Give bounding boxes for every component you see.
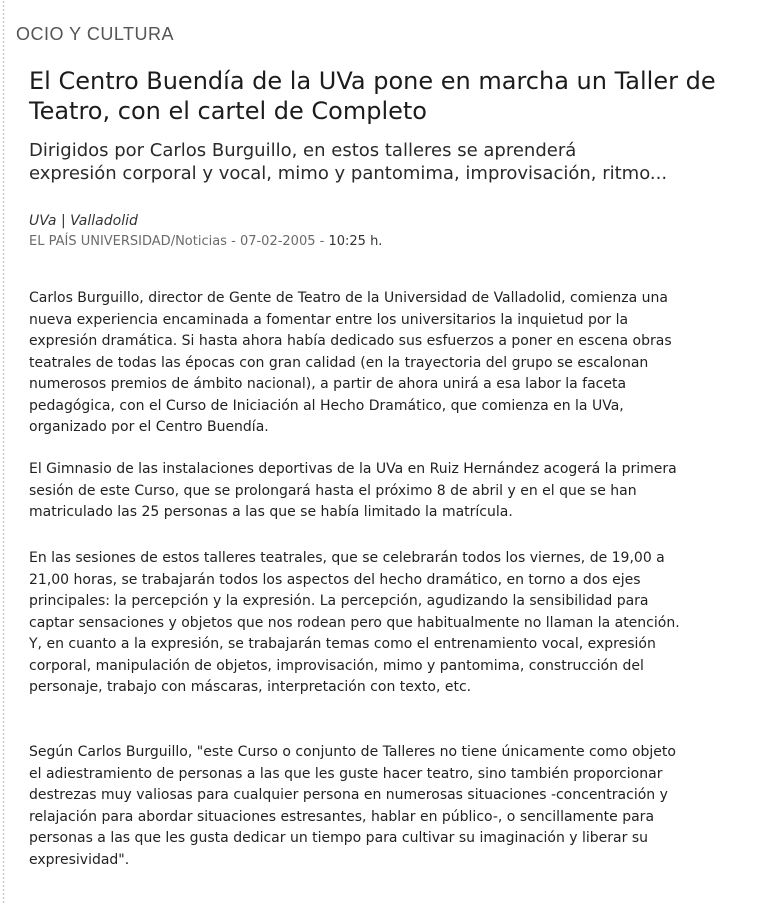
source-separator: - [319, 234, 329, 249]
source-separator: - [231, 234, 240, 249]
body-paragraph: Según Carlos Burguillo, "este Curso o conjunto de Talleres no tiene únicamente como objeto el adiestramiento de personas a las que les guste hacer teatro, sino también proporcionar destrezas muy valiosas para cualquier persona en numerosas situaciones -concentración y relajación para abordar situaciones estresantes, hablar en público-, o sencillamente para personas a las que les gusta dedicar un tiempo para cultivar su imaginación y liberar su expresividad". [29, 744, 676, 868]
source-date: 07-02-2005 [239, 234, 316, 249]
body-paragraph: Carlos Burguillo, director de Gente de Teatro de la Universidad de Valladolid, comienza una nueva experiencia encaminada a fomentar entre los universitarios la inquietud por la expresión dramática. Si hasta ahora había dedicado sus esfuerzos a poner en escena obras teatrales de todas las épocas con gran calidad (en la trayectoria del grupo se escalonan numerosos premios de ámbito nacional), a partir de ahora unirá a esa labor la faceta pedagógica, con el Curso de Iniciación al Hecho Dramático, que comienza en la UVa, organizado por el Centro Buendía. [29, 290, 672, 435]
body-paragraph: El Gimnasio de las instalaciones deportivas de la UVa en Ruiz Hernández acogerá la primera sesión de este Curso, que se prolongará hasta el próximo 8 de abril y en el que se han matriculado las 25 personas a las que se había limitado la matrícula. [29, 461, 677, 520]
article-subtitle: Dirigidos por Carlos Burguillo, en estos talleres se aprenderá expresión corporal y vocal, mimo y pantomima, improvisación, ritmo... [29, 140, 668, 184]
source-line [29, 234, 382, 249]
scan-edge-dots [2, 0, 5, 903]
source-outlet: EL PAÍS UNIVERSIDAD/Noticias [29, 234, 227, 249]
article-headline: El Centro Buendía de la UVa pone en marcha un Taller de Teatro, con el cartel de Completo [29, 67, 716, 125]
article-byline: UVa | Valladolid [29, 213, 138, 229]
source-time: 10:25 h. [328, 234, 383, 249]
section-label: OCIO Y CULTURA [16, 24, 175, 44]
body-paragraph: En las sesiones de estos talleres teatrales, que se celebrarán todos los viernes, de 19,00 a 21,00 horas, se trabajarán todos los aspectos del hecho dramático, en torno a dos ejes principales: la percepción y la expresión. La percepción, agudizando la sensibilidad para captar sensaciones y objetos que nos rodean pero que habitualmente no llaman la atención. Y, en cuanto a la expresión, se trabajarán temas como el entrenamiento vocal, expresión corporal, manipulación de objetos, improvisación, mimo y pantomima, construcción del personaje, trabajo con máscaras, interpretación con texto, etc. [29, 550, 680, 695]
